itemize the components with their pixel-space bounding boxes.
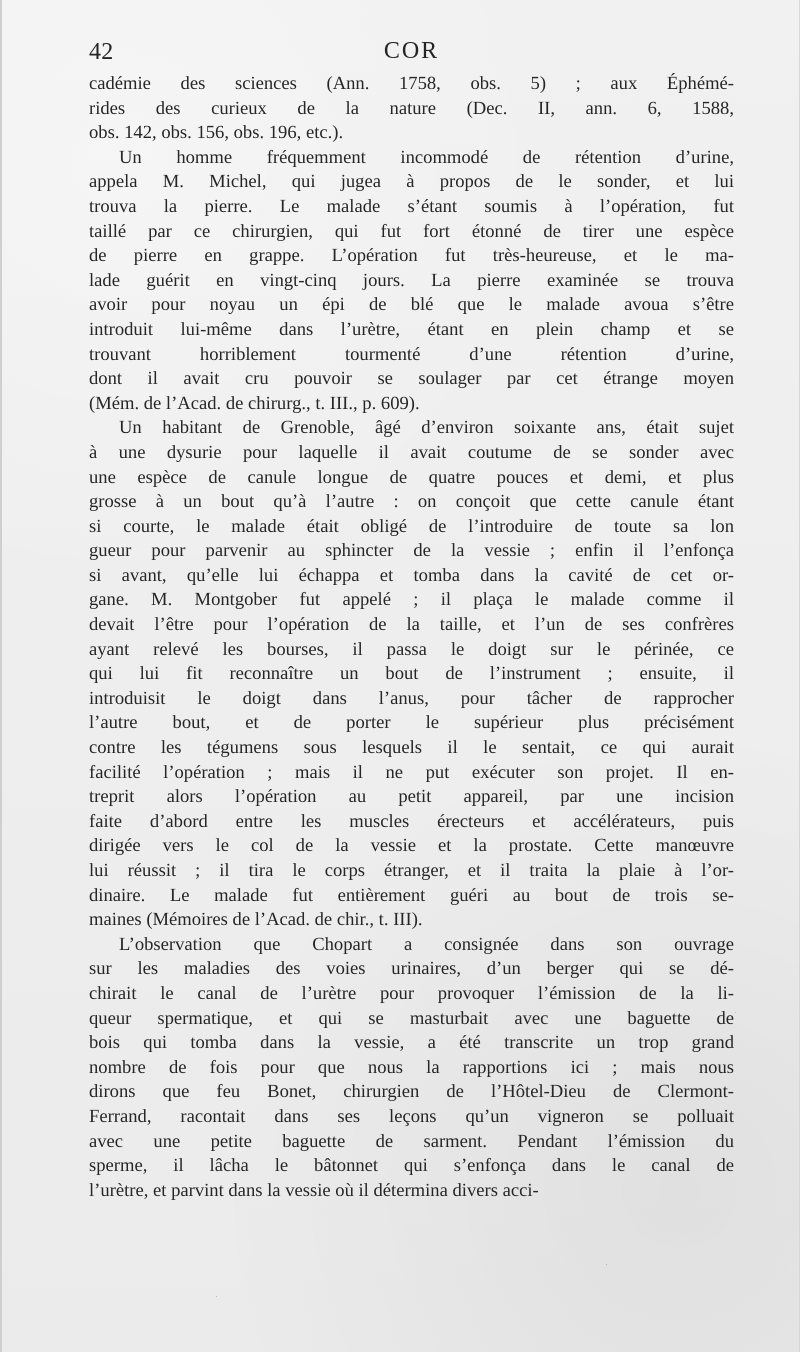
paragraph	[89, 933, 734, 1204]
text-line: L’observation que Chopart a consignée dans son ouvrage	[119, 933, 734, 955]
text-line: introduisit le doigt dans l’anus, pour tâcher de rapprocher	[89, 687, 734, 709]
text-line: nombre de fois pour que nous la rapportions ici ; mais nous	[89, 1056, 734, 1078]
text-line: à une dysurie pour laquelle il avait coutume de se sonder avec	[89, 441, 734, 463]
text-line: si avant, qu’elle lui échappa et tomba dans la cavité de cet or-	[89, 564, 734, 586]
section-title: COR	[383, 38, 440, 64]
text-line: sperme, il lâcha le bâtonnet qui s’enfonça dans le canal de	[89, 1155, 734, 1177]
text-line: introduit lui-même dans l’urètre, étant en plein champ et se	[89, 318, 734, 340]
text-line: lui réussit ; il tira le corps étranger, et il traita la plaie à l’or-	[89, 860, 734, 881]
text-line: queur spermatique, et qui se masturbait avec une baguette de	[89, 1007, 734, 1029]
text-line: cadémie des sciences (Ann. 1758, obs. 5) ; aux Éphémé-	[89, 73, 734, 94]
text-line: trouva la pierre. Le malade s’étant soumis à l’opération, fut	[89, 195, 734, 217]
text-line: gane. M. Montgober fut appelé ; il plaça le malade comme il	[89, 589, 734, 611]
text-line: qui lui fit reconnaître un bout de l’instrument ; ensuite, il	[89, 663, 734, 685]
text-line: treprit alors l’opération au petit appareil, par une incision	[89, 786, 734, 808]
body-text	[89, 72, 734, 1203]
text-line: avec une petite baguette de sarment. Pendant l’émission du	[89, 1130, 734, 1152]
text-line: grosse à un bout qu’à l’autre : on conçoit que cette canule étant	[89, 491, 734, 513]
text-line: gueur pour parvenir au sphincter de la vessie ; enfin il l’enfonça	[89, 540, 734, 562]
text-line: avoir pour noyau un épi de blé que le malade avoua s’être	[89, 294, 734, 316]
text-line: Ferrand, racontait dans ses leçons qu’un vigneron se polluait	[89, 1105, 734, 1127]
paragraph	[89, 416, 734, 932]
text-line: sur les maladies des voies urinaires, d’un berger qui se dé-	[89, 958, 734, 980]
text-line: dinaire. Le malade fut entièrement guéri au bout de trois se-	[89, 884, 734, 906]
text-line: dirons que feu Bonet, chirurgien de l’Hôtel-Dieu de Clermont-	[89, 1081, 734, 1103]
text-line: devait l’être pour l’opération de la taille, et l’un de ses confrères	[89, 614, 734, 636]
text-line: faite d’abord entre les muscles érecteurs et accélérateurs, puis	[89, 810, 734, 832]
text-line: de pierre en grappe. L’opération fut très-heureuse, et le ma-	[89, 245, 734, 267]
text-line: l’autre bout, et de porter le supérieur plus précisément	[89, 712, 734, 734]
text-line: une espèce de canule longue de quatre pouces et demi, et plus	[89, 466, 734, 488]
text-line: Un habitant de Grenoble, âgé d’environ soixante ans, était sujet	[119, 417, 734, 439]
text-line: rides des curieux de la nature (Dec. II, ann. 6, 1588,	[89, 97, 734, 119]
text-line: (Mém. de l’Acad. de chirurg., t. III., p. 609).	[89, 392, 420, 414]
text-line: ayant relevé les bourses, il passa le doigt sur le périnée, ce	[89, 638, 734, 660]
paper-speck	[216, 1296, 217, 1297]
paper-speck	[606, 1264, 607, 1265]
text-line: facilité l’opération ; mais il ne put exécuter son projet. Il en-	[89, 761, 734, 783]
page-number: 42	[89, 39, 114, 65]
paper-speck	[735, 1012, 736, 1013]
text-line: bois qui tomba dans la vessie, a été transcrite un trop grand	[89, 1032, 734, 1054]
text-line: trouvant horriblement tourmenté d’une rétention d’urine,	[89, 343, 734, 365]
text-line: taillé par ce chirurgien, qui fut fort étonné de tirer une espèce	[89, 220, 734, 242]
text-line: lade guérit en vingt-cinq jours. La pierre examinée se trouva	[89, 269, 734, 291]
paragraph	[89, 146, 734, 417]
text-line: appela M. Michel, qui jugea à propos de le sonder, et lui	[89, 171, 734, 193]
text-line: si courte, le malade était obligé de l’introduire de toute sa lon	[89, 515, 734, 537]
text-line: maines (Mémoires de l’Acad. de chir., t. III).	[89, 909, 423, 931]
text-line: obs. 142, obs. 156, obs. 196, etc.).	[89, 122, 344, 144]
text-line: Un homme fréquemment incommodé de rétention d’urine,	[119, 146, 734, 168]
text-line: l’urètre, et parvint dans la vessie où il détermina divers acci-	[89, 1179, 539, 1201]
text-line: chirait le canal de l’urètre pour provoquer l’émission de la li-	[89, 982, 734, 1004]
text-line: contre les tégumens sous lesquels il le sentait, ce qui aurait	[89, 737, 734, 759]
paragraph	[89, 72, 734, 146]
text-line: dirigée vers le col de la vessie et la prostate. Cette manœuvre	[89, 835, 734, 857]
text-line: dont il avait cru pouvoir se soulager par cet étrange moyen	[89, 368, 734, 390]
running-head	[89, 36, 734, 66]
